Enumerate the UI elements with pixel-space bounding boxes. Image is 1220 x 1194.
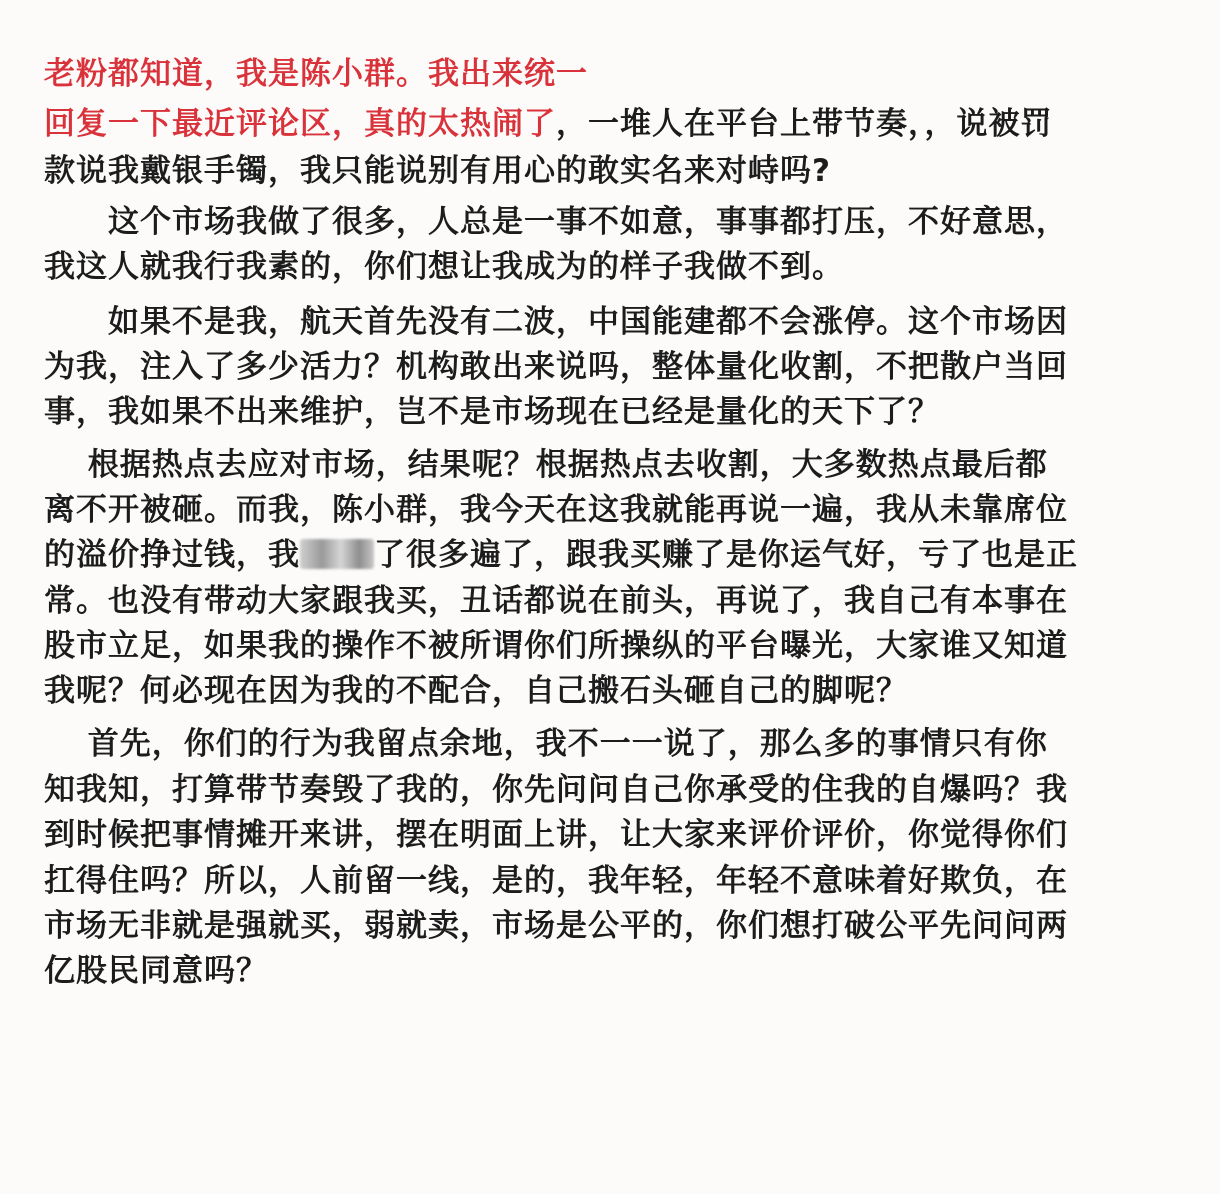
paragraph-4-line-4: 常。也没有带动大家跟我买，丑话都说在前头，再说了，我自己有本事在	[44, 583, 1068, 619]
paragraph-4-line-1: 根据热点去应对市场，结果呢？根据热点去收割，大多数热点最后都	[44, 447, 1048, 483]
paragraph-5-line-3: 到时候把事情摊开来讲，摆在明面上讲，让大家来评价评价，你觉得你们	[44, 817, 1068, 853]
paragraph-4-line-3-before: 的溢价挣过钱，我	[44, 537, 300, 573]
intro-heading-line-1: 老粉都知道，我是陈小群。我出来统一	[44, 56, 588, 92]
paragraph-3-line-3: 事，我如果不出来维护，岂不是市场现在已经是量化的天下了？	[44, 394, 940, 430]
intro-heading-line-2	[44, 105, 1053, 143]
paragraph-2-line-1: 这个市场我做了很多，人总是一事不如意，事事都打压，不好意思，	[44, 204, 1068, 240]
paragraph-3-line-1: 如果不是我，航天首先没有二波，中国能建都不会涨停。这个市场因	[44, 304, 1068, 340]
paragraph-4-line-2: 离不开被砸。而我，陈小群，我今天在这我就能再说一遍，我从未靠席位	[44, 492, 1068, 528]
intro-heading-black-text: ，一堆人在平台上带节奏，，说被罚	[556, 106, 1053, 142]
redacted-text-blur	[300, 539, 374, 569]
paragraph-4-line-5: 股市立足，如果我的操作不被所谓你们所操纵的平台曝光，大家谁又知道	[44, 628, 1068, 664]
paragraph-5-line-6: 亿股民同意吗？	[44, 953, 268, 989]
paragraph-5-line-4: 扛得住吗？所以，人前留一线，是的，我年轻，年轻不意味着好欺负，在	[44, 863, 1068, 899]
paragraph-5-line-5: 市场无非就是强就买，弱就卖，市场是公平的，你们想打破公平先问问两	[44, 908, 1068, 944]
paragraph-4-line-3	[44, 536, 1078, 574]
paragraph-4-line-6: 我呢？何必现在因为我的不配合，自己搬石头砸自己的脚呢？	[44, 673, 908, 709]
intro-heading-red-text: 回复一下最近评论区，真的太热闹了	[44, 106, 556, 142]
paragraph-3-line-2: 为我，注入了多少活力？机构敢出来说吗，整体量化收割，不把散户当回	[44, 349, 1068, 385]
paragraph-1-line: 款说我戴银手镯，我只能说别有用心的敢实名来对峙吗?	[44, 153, 831, 189]
paragraph-2-line-2: 我这人就我行我素的，你们想让我成为的样子我做不到。	[44, 249, 844, 285]
paragraph-5-line-2: 知我知，打算带节奏毁了我的，你先问问自己你承受的住我的自爆吗？我	[44, 772, 1068, 808]
paragraph-5-line-1: 首先，你们的行为我留点余地，我不一一说了，那么多的事情只有你	[44, 726, 1048, 762]
paragraph-4-line-3-after: 了很多遍了，跟我买赚了是你运气好，亏了也是正	[374, 537, 1078, 573]
